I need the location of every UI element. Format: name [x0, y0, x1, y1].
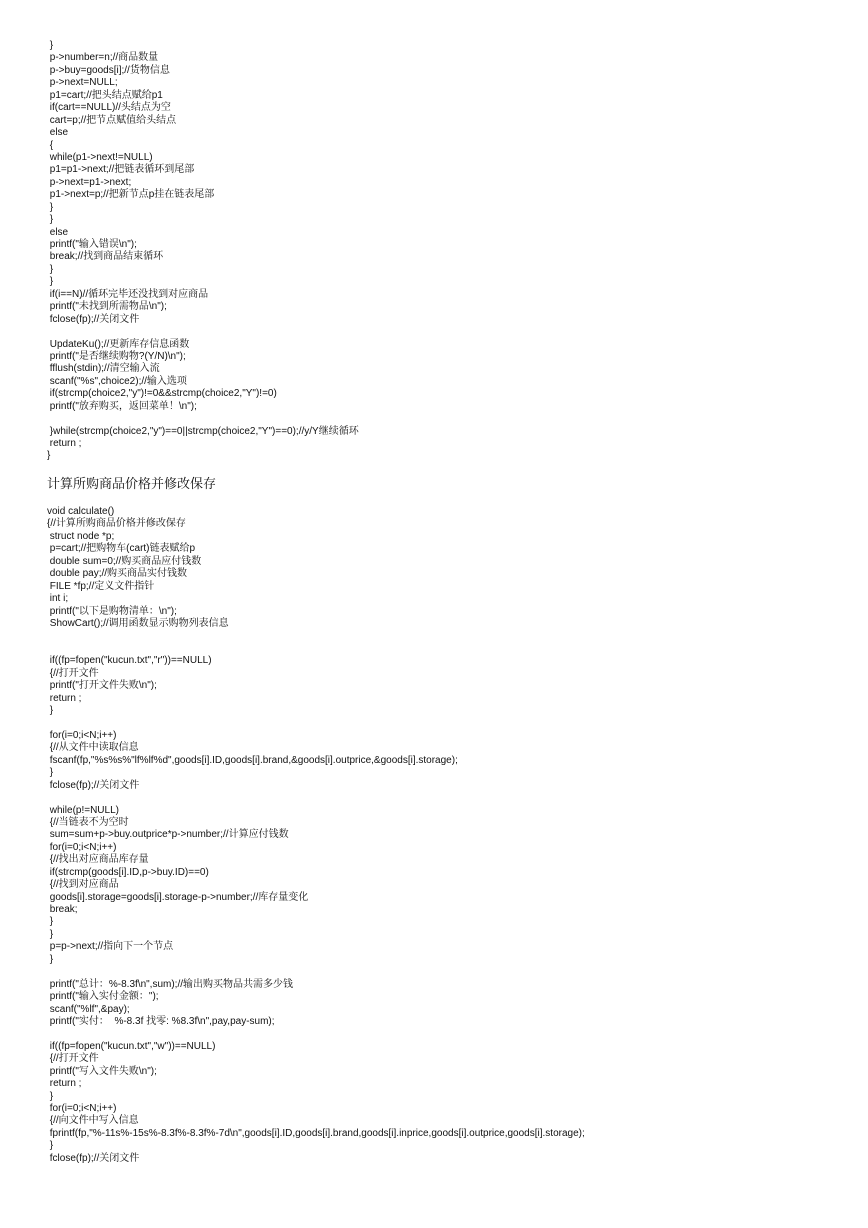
code-line: void calculate() — [47, 506, 115, 517]
code-block-calculate — [47, 506, 585, 1165]
code-line: {//计算所购商品价格并修改保存 — [47, 518, 186, 530]
code-line: p1=p1->next;//把链表循环到尾部 — [47, 164, 195, 176]
code-line: } — [47, 1140, 54, 1152]
code-line: return ; — [47, 692, 82, 704]
code-line: p->number=n;//商品数量 — [47, 52, 159, 64]
code-line: if(cart==NULL)//头结点为空 — [47, 102, 171, 114]
code-line: } — [47, 1090, 54, 1102]
code-line: FILE *fp;//定义文件指针 — [47, 580, 155, 592]
code-line: return ; — [47, 1078, 82, 1090]
code-line: printf("输入错误\n"); — [47, 239, 137, 250]
code-line: return ; — [47, 438, 82, 449]
code-line: UpdateKu();//更新库存信息函数 — [47, 338, 190, 350]
code-line: int i; — [47, 593, 69, 605]
code-line: printf("输入实付金额："); — [47, 991, 159, 1003]
code-line: } — [47, 201, 54, 213]
code-line: if(i==N)//循环完毕还没找到对应商品 — [47, 288, 209, 300]
code-line: {//打开文件 — [47, 1053, 99, 1065]
code-line: fscanf(fp,"%s%s%"lf%lf%d",goods[i].ID,goods[i].brand,&goods[i].outprice,&goods[i].storage); — [47, 754, 458, 766]
code-line — [47, 413, 359, 425]
code-line: for(i=0;i<N;i++) — [47, 841, 117, 853]
code-line: struct node *p; — [47, 530, 115, 542]
code-line: {//找出对应商品库存量 — [47, 854, 149, 866]
code-line: } — [47, 276, 54, 288]
code-line: } — [47, 953, 54, 965]
code-line: while(p!=NULL) — [47, 804, 119, 816]
code-line — [47, 1028, 585, 1040]
code-line: {//当链表不为空时 — [47, 816, 129, 828]
code-line: } — [47, 214, 54, 226]
code-line: {//打开文件 — [47, 667, 99, 679]
code-line — [47, 326, 359, 338]
code-line: } — [47, 263, 54, 275]
code-line: printf("放弃购买，返回菜单！\n"); — [47, 400, 197, 412]
code-line: ShowCart();//调用函数显示购物列表信息 — [47, 617, 229, 629]
code-line — [47, 630, 585, 642]
code-block-top — [47, 40, 359, 463]
code-line: while(p1->next!=NULL) — [47, 151, 153, 163]
code-line: scanf("%s",choice2);//输入选项 — [47, 375, 187, 387]
code-line: p->next=NULL; — [47, 77, 118, 89]
code-line: } — [47, 705, 54, 716]
code-line: else — [47, 127, 69, 139]
code-line: } — [47, 40, 54, 51]
code-line: }while(strcmp(choice2,"y")==0||strcmp(choice2,"Y")==0);//y/Y继续循环 — [47, 425, 359, 437]
code-line: scanf("%lf",&pay); — [47, 1003, 130, 1015]
code-line: for(i=0;i<N;i++) — [47, 1103, 117, 1114]
code-line: for(i=0;i<N;i++) — [47, 729, 117, 741]
code-line: {//从文件中读取信息 — [47, 742, 139, 754]
code-line: p1->next=p;//把新节点p挂在链表尾部 — [47, 189, 215, 201]
code-line: cart=p;//把节点赋值给头结点 — [47, 114, 177, 126]
code-line: p->next=p1->next; — [47, 176, 132, 188]
code-line — [47, 966, 585, 978]
code-line: { — [47, 139, 54, 151]
code-line: double pay;//购买商品实付钱数 — [47, 568, 188, 580]
code-line: sum=sum+p->buy.outprice*p->number;//计算应付钱数 — [47, 829, 289, 841]
code-line: p->buy=goods[i];//货物信息 — [47, 64, 170, 76]
code-line: fclose(fp);//关闭文件 — [47, 779, 140, 791]
code-line: if((fp=fopen("kucun.txt","r"))==NULL) — [47, 655, 212, 667]
code-line: if(strcmp(goods[i].ID,p->buy.ID)==0) — [47, 866, 209, 878]
code-line: fclose(fp);//关闭文件 — [47, 1152, 140, 1164]
code-line: break;//找到商品结束循环 — [47, 251, 164, 263]
code-line — [47, 643, 585, 655]
code-line: else — [47, 226, 69, 238]
code-line: } — [47, 767, 54, 779]
code-line: printf("打开文件失败\n"); — [47, 680, 157, 692]
code-line: } — [47, 450, 51, 462]
code-line: } — [47, 916, 54, 928]
code-line: {//向文件中写入信息 — [47, 1115, 139, 1127]
code-line: {//找到对应商品 — [47, 879, 119, 891]
code-line: goods[i].storage=goods[i].storage-p->number;//库存量变化 — [47, 891, 309, 903]
code-line: if(strcmp(choice2,"y")!=0&&strcmp(choice2,"Y")!=0) — [47, 388, 277, 400]
code-line: p1=cart;//把头结点赋给p1 — [47, 89, 163, 101]
section-heading: 计算所购商品价格并修改保存 — [47, 476, 217, 491]
code-line: fflush(stdin);//清空输入流 — [47, 363, 160, 375]
code-line: printf("是否继续购物?(Y/N)\n"); — [47, 350, 186, 362]
code-line: printf("总计：%-8.3f\n",sum);//输出购买物品共需多少钱 — [47, 978, 294, 990]
code-line: fprintf(fp,"%-11s%-15s%-8.3f%-8.3f%-7d\n",goods[i].ID,goods[i].brand,goods[i].inprice,goods[i].outprice,goods[i].storage); — [47, 1127, 585, 1139]
code-line: break; — [47, 904, 78, 915]
code-line: fclose(fp);//关闭文件 — [47, 313, 140, 325]
code-line: printf("实付： %-8.3f 找零: %8.3f\n",pay,pay-sum); — [47, 1015, 275, 1027]
code-line: } — [47, 928, 54, 940]
code-line: printf("未找到所需物品\n"); — [47, 301, 167, 313]
code-line — [47, 792, 585, 804]
code-line — [47, 717, 585, 729]
code-line: double sum=0;//购买商品应付钱数 — [47, 555, 202, 567]
code-line: printf("以下是购物清单：\n"); — [47, 605, 177, 617]
code-line: if((fp=fopen("kucun.txt","w"))==NULL) — [47, 1040, 216, 1052]
code-line: printf("写入文件失败\n"); — [47, 1065, 157, 1077]
code-line: p=cart;//把购物车(cart)链表赋给p — [47, 543, 196, 555]
code-line: p=p->next;//指向下一个节点 — [47, 941, 174, 953]
